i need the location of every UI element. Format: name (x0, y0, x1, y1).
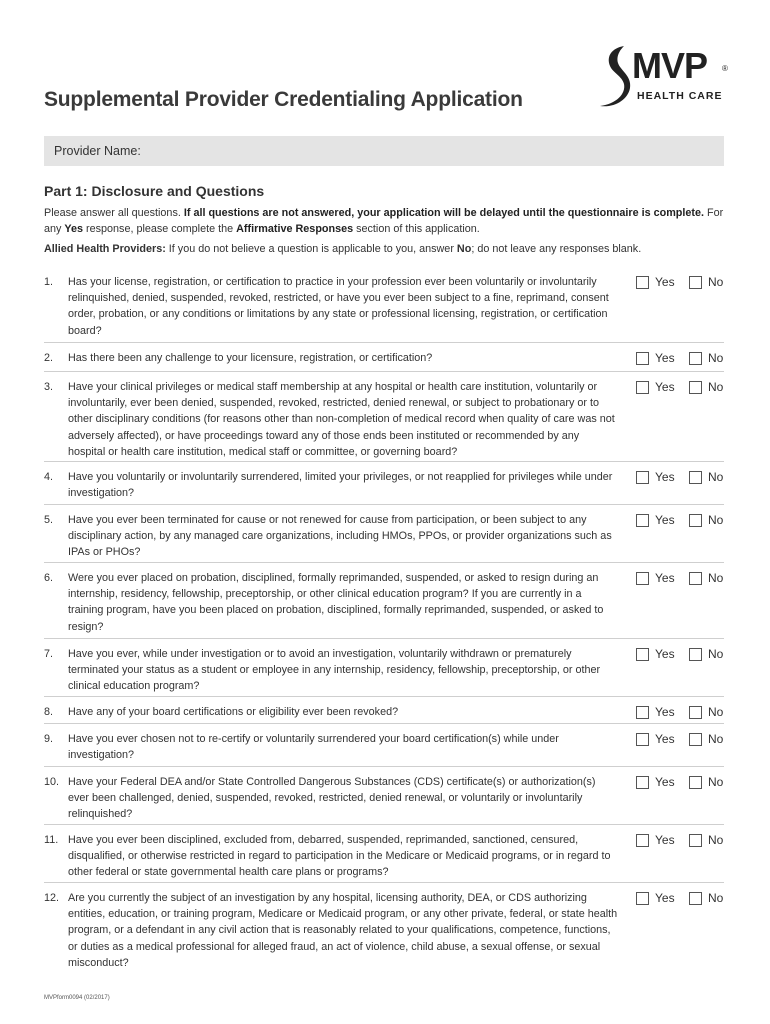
yes-checkbox[interactable] (636, 276, 649, 289)
no-label: No (708, 513, 724, 527)
row-divider (44, 824, 724, 825)
row-divider (44, 461, 724, 462)
yes-label: Yes (655, 351, 675, 365)
no-option[interactable] (689, 570, 723, 586)
yes-checkbox[interactable] (636, 733, 649, 746)
yes-option[interactable] (636, 832, 675, 848)
allied-text: If you do not believe a question is applicable to you, answer (165, 243, 457, 255)
no-option[interactable] (689, 704, 723, 720)
no-checkbox[interactable] (689, 471, 702, 484)
no-option[interactable] (689, 774, 723, 790)
question-number: 1. (44, 276, 54, 288)
instructions (44, 205, 724, 237)
intro-text-3: response, please complete the (83, 223, 237, 235)
no-label: No (708, 891, 724, 905)
no-label: No (708, 647, 724, 661)
page-title: Supplemental Provider Credentialing Application (44, 88, 523, 111)
yes-checkbox[interactable] (636, 892, 649, 905)
question-number: 11. (44, 834, 59, 846)
allied-health-note (44, 243, 734, 255)
yes-option[interactable] (636, 350, 675, 366)
question-text: Have you ever chosen not to re-certify or voluntarily surrendered your board certification(s) while under investigation? (68, 733, 559, 762)
question-text: Have you voluntarily or involuntarily surrendered, limited your privileges, or not reapplied for privileges while under investigation? (68, 471, 613, 500)
yes-option[interactable] (636, 274, 675, 290)
question-text: Are you currently the subject of an investigation by any hospital, licensing authority, DEA, or CDS authorizing entities, education, or training program, Medicare or Medicaid program, or any other private, federal, or state health program, or a defendant in any civil action that is reasonably related to your qualifications, competence, functions, or duties as a medical professional for alleged fraud, an act of violence, child abuse, a sexual offense, or sexual misconduct? (68, 892, 618, 969)
yes-label: Yes (655, 705, 675, 719)
no-checkbox[interactable] (689, 352, 702, 365)
yes-label: Yes (655, 891, 675, 905)
question-text: Have any of your board certifications or eligibility ever been revoked? (68, 706, 399, 718)
yes-label: Yes (655, 470, 675, 484)
no-label: No (708, 775, 724, 789)
mvp-logo (594, 44, 729, 114)
no-checkbox[interactable] (689, 514, 702, 527)
no-checkbox[interactable] (689, 733, 702, 746)
no-checkbox[interactable] (689, 572, 702, 585)
no-label: No (708, 571, 724, 585)
yes-option[interactable] (636, 570, 675, 586)
question-text: Has there been any challenge to your licensure, registration, or certification? (68, 352, 433, 364)
yes-label: Yes (655, 647, 675, 661)
question-number: 5. (44, 514, 54, 526)
row-divider (44, 723, 724, 724)
yes-checkbox[interactable] (636, 514, 649, 527)
question-text: Have you ever, while under investigation or to avoid an investigation, voluntarily withdrawn or prematurely terminated your status as a student or employee in any internship, residency, fellowship, preceptorship, or other clinical education program? (68, 648, 601, 693)
question-number: 8. (44, 706, 54, 718)
question-text: Were you ever placed on probation, disciplined, formally reprimanded, suspended, or asked to resign during an internship, residency, fellowship, preceptorship, or other clinical education program? If you are currently in a training program, have you been placed on probation, disciplined, formally reprimanded, suspended, or asked to resign? (68, 572, 604, 633)
no-label: No (708, 351, 724, 365)
intro-text-4: section of this application. (353, 223, 480, 235)
yes-label: Yes (655, 732, 675, 746)
no-option[interactable] (689, 890, 723, 906)
question-text: Have your Federal DEA and/or State Controlled Dangerous Substances (CDS) certificate(s) or authorization(s) ever been challenged, denied, suspended, revoked, restricted, denied renewal, or voluntarily or involuntarily relinquished? (68, 776, 596, 821)
yes-checkbox[interactable] (636, 572, 649, 585)
no-label: No (708, 275, 724, 289)
no-option[interactable] (689, 646, 723, 662)
row-divider (44, 696, 724, 697)
no-option[interactable] (689, 512, 723, 528)
intro-yes-text: Yes (64, 223, 84, 235)
no-checkbox[interactable] (689, 381, 702, 394)
intro-text-2: For any (44, 207, 724, 235)
question-number: 12. (44, 892, 60, 904)
yes-option[interactable] (636, 704, 675, 720)
yes-label: Yes (655, 775, 675, 789)
no-checkbox[interactable] (689, 892, 702, 905)
provider-name-label: Provider Name: (54, 144, 141, 158)
question-number: 4. (44, 471, 54, 483)
yes-label: Yes (655, 275, 675, 289)
question-number: 3. (44, 381, 54, 393)
no-option[interactable] (689, 350, 723, 366)
question-text: Have your clinical privileges or medical staff membership at any hospital or health care institution, voluntarily or involuntarily, ever been denied, suspended, revoked, restricted, denied renewal, or subject to probationary or to other disciplinary conditions (for reasons other than non-completion of medical record when quality of care was not adversely affected), or have proceedings toward any of those ends been instituted or recommended by any hospital or health care institution, medical staff or committee, or governing board? (68, 381, 615, 458)
yes-label: Yes (655, 571, 675, 585)
question-number: 7. (44, 648, 54, 660)
row-divider (44, 504, 724, 505)
question-number: 10. (44, 776, 60, 788)
logo-subtext: HEALTH CARE (637, 90, 723, 102)
no-option[interactable] (689, 274, 723, 290)
no-checkbox[interactable] (689, 834, 702, 847)
yes-option[interactable] (636, 774, 675, 790)
no-option[interactable] (689, 379, 723, 395)
yes-option[interactable] (636, 469, 675, 485)
logo-wordmark: MVP (632, 45, 708, 86)
yes-checkbox[interactable] (636, 381, 649, 394)
no-option[interactable] (689, 832, 723, 848)
row-divider (44, 342, 724, 343)
row-divider (44, 371, 724, 372)
yes-option[interactable] (636, 646, 675, 662)
no-checkbox[interactable] (689, 276, 702, 289)
no-label: No (708, 705, 724, 719)
yes-checkbox[interactable] (636, 834, 649, 847)
no-checkbox[interactable] (689, 706, 702, 719)
no-label: No (708, 380, 724, 394)
yes-label: Yes (655, 513, 675, 527)
form-number: MVPform0094 (02/2017) (44, 995, 110, 1001)
question-text: Has your license, registration, or certification to practice in your profession ever been voluntarily or involuntarily relinquished, denied, suspended, revoked, restricted, or have you ever been subject to a fine, reprimand, consent order, probation, or any conditions or limitations by any state or professional licensing, registration, or certification board? (68, 276, 609, 337)
question-number: 9. (44, 733, 54, 745)
yes-option[interactable] (636, 731, 675, 747)
question-text: Have you ever been disciplined, excluded from, debarred, suspended, reprimanded, sanctioned, censured, disqualified, or otherwise restricted in regard to participation in the Medicare or Medicaid programs, or in regard to other federal or state governmental health care plans or programs? (68, 834, 611, 879)
no-checkbox[interactable] (689, 648, 702, 661)
yes-checkbox[interactable] (636, 706, 649, 719)
provider-name-field[interactable] (44, 136, 724, 166)
no-checkbox[interactable] (689, 776, 702, 789)
intro-text: Please answer all questions. (44, 207, 184, 219)
yes-label: Yes (655, 380, 675, 394)
yes-checkbox[interactable] (636, 352, 649, 365)
no-label: No (708, 732, 724, 746)
row-divider (44, 882, 724, 883)
row-divider (44, 766, 724, 767)
row-divider (44, 562, 724, 563)
yes-checkbox[interactable] (636, 648, 649, 661)
row-divider (44, 638, 724, 639)
allied-text-2: ; do not leave any responses blank. (471, 243, 642, 255)
question-number: 6. (44, 572, 54, 584)
allied-label: Allied Health Providers: (44, 243, 166, 255)
yes-checkbox[interactable] (636, 776, 649, 789)
logo-registered-mark: ® (722, 64, 728, 73)
no-option[interactable] (689, 731, 723, 747)
no-label: No (708, 833, 724, 847)
yes-option[interactable] (636, 379, 675, 395)
no-label: No (708, 470, 724, 484)
yes-option[interactable] (636, 512, 675, 528)
yes-label: Yes (655, 833, 675, 847)
no-option[interactable] (689, 469, 723, 485)
question-number: 2. (44, 352, 54, 364)
question-text: Have you ever been terminated for cause or not renewed for cause from participation, or been subject to any disciplinary action, by any managed care organizations, including HMOs, PPOs, or provider organizations such as IPAs or PHOs? (68, 514, 612, 559)
allied-no-text: No (456, 243, 472, 255)
yes-checkbox[interactable] (636, 471, 649, 484)
section-title: Part 1: Disclosure and Questions (44, 183, 265, 199)
yes-option[interactable] (636, 890, 675, 906)
intro-affirmative-text: Affirmative Responses (236, 223, 354, 235)
intro-bold-text: If all questions are not answered, your application will be delayed until the questionnaire is complete. (183, 207, 705, 219)
